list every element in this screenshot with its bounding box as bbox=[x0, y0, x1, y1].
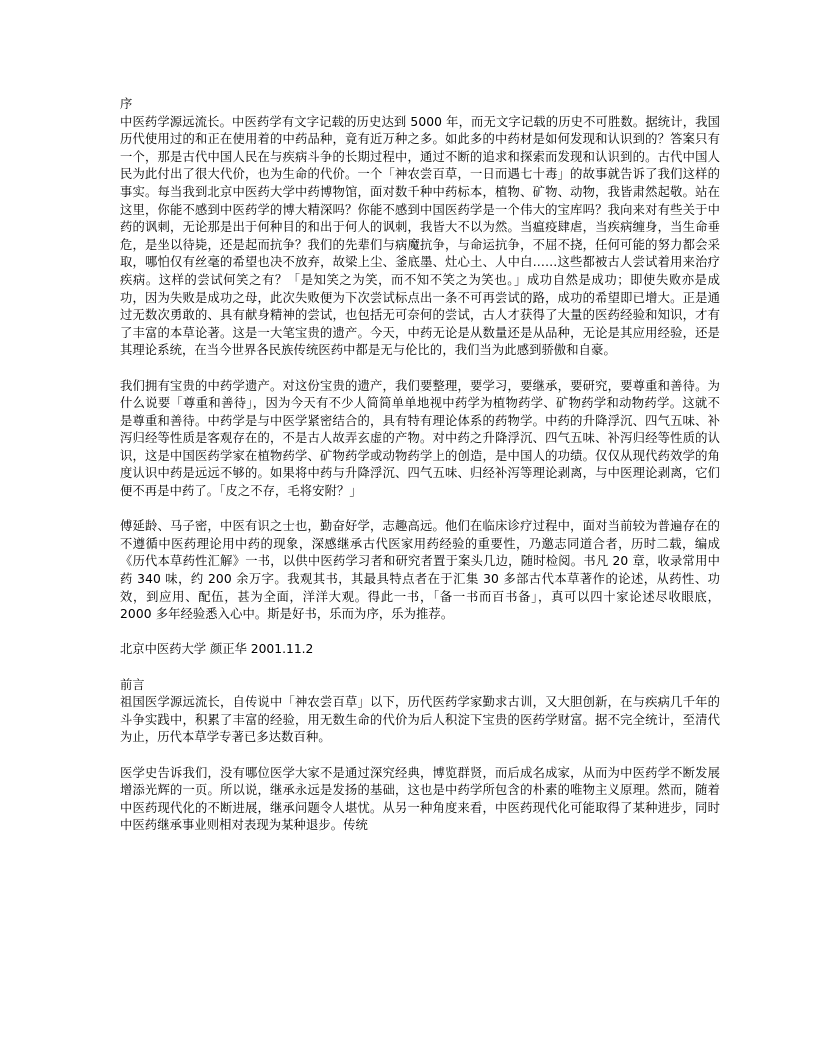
section-heading-qianyan: 前言 bbox=[120, 677, 145, 692]
paragraph-spacer bbox=[120, 624, 720, 642]
byline-xu: 北京中医药大学 颜正华 2001.11.2 bbox=[120, 642, 314, 657]
paragraph-xu-1: 中医药学源远流长。中医药学有文字记载的历史达到 5000 年，而无文字记载的历史不可胜数。据统计，我国历代使用过的和正在使用着的中药品种，竟有近万种之多。如此多的中药材是如何发现和认识到的？答案只有一个，那是古代中国人民在与疾病斗争的长期过程中，通过不断的追求和探索而发现和认识到的。古代中国人民为此付出了很大代价，也为生命的代价。一个「神农尝百草，一日而遇七十毒」的故事就告诉了我们这样的事实。每当我到北京中医药大学中药博物馆，面对数千种中药标本，植物、矿物、动物，我皆肃然起敬。站在这里，你能不感到中医药学的博大精深吗？你能不感到中国医药学是一个伟大的宝库吗？我向来对有些关于中药的讽刺，无论那是出于何种目的和出于何人的讽刺，我皆大不以为然。当瘟疫肆虐，当疾病缠身，当生命垂危，是坐以待毙，还是起而抗争？我们的先辈们与病魔抗争，与命运抗争，不屈不挠，任何可能的努力都会采取，哪怕仅有丝毫的希望也决不放弃，故梁上尘、釜底墨、灶心土、人中白……这些都被古人尝试着用来治疗疾病。这样的尝试何笑之有？「是知笑之为笑，而不知不笑之为笑也。」成功自然是成功；即使失败亦是成功，因为失败是成功之母，此次失败便为下次尝试标点出一条不可再尝试的路，成功的希望即已增大。正是通过无数次勇敢的、具有献身精神的尝试，也包括无可奈何的尝试，古人才获得了大量的医药经验和知识，才有了丰富的本草论著。这是一大笔宝贵的遗产。今天，中药无论是从数量还是从品种，无论是其应用经验，还是其理论系统，在当今世界各民族传统医药中都是无与伦比的，我们当为此感到骄傲和自豪。 bbox=[120, 114, 720, 358]
section-heading-xu: 序 bbox=[120, 97, 133, 111]
paragraph-spacer bbox=[120, 360, 720, 378]
paragraph-xu-3: 傅延龄、马子密，中医有识之士也，勤奋好学，志趣高远。他们在临床诊疗过程中，面对当前较为普遍存在的不遵循中医药理论用中药的现象，深感继承古代医家用药经验的重要性，乃邀志同道合者，历时二载，编成《历代本草药性汇解》一书，以供中医药学习者和研究者置于案头几边，随时检阅。书凡 20 章，收录常用中药 340 味，约 200 余万字。我观其书，其最具特点者在于汇集 30 多部古代本草著作的论述，从药性、功效，到应用、配伍，甚为全面，洋洋大观。得此一书，「备一书而百书备」，真可以四十家论述尽收眼底，2000 多年经验悉入心中。斯是好书，乐而为序，乐为推荐。 bbox=[120, 519, 720, 622]
paragraph-xu-2: 我们拥有宝贵的中药学遗产。对这份宝贵的遗产，我们要整理，要学习，要继承，要研究，要尊重和善待。为什么说要「尊重和善待」，因为今天有不少人简简单单地视中药学为植物药学、矿物药学和动物药学。这就不是尊重和善待。中药学是与中医学紧密结合的，具有特有理论体系的药物学。中药的升降浮沉、四气五味、补泻归经等性质是客观存在的，不是古人故弄玄虚的产物。对中药之升降浮沉、四气五味、补泻归经等性质的认识，这是中国医药学家在植物药学、矿物药学或动物药学上的创造，是中国人的功绩。仅仅从现代药效学的角度认识中药是远远不够的。如果将中药与升降浮沉、四气五味、归经补泻等理论剥离，与中医理论剥离，它们便不再是中药了。「皮之不存，毛将安附？」 bbox=[120, 378, 720, 499]
paragraph-spacer bbox=[120, 501, 720, 519]
paragraph-qianyan-1: 祖国医学源远流长，自传说中「神农尝百草」以下，历代医药学家勤求古训，又大胆创新，在与疾病几千年的斗争实践中，积累了丰富的经验，用无数生命的代价为后人积淀下宝贵的医药学财富。据不完全统计，至清代为止，历代本草学专著已多达数百种。 bbox=[120, 695, 720, 745]
paragraph-spacer bbox=[120, 747, 720, 765]
document-body bbox=[120, 96, 720, 835]
paragraph-qianyan-2: 医学史告诉我们，没有哪位医学大家不是通过深究经典，博览群贤，而后成名成家，从而为中医药学不断发展增添光辉的一页。所以说，继承永远是发扬的基础，这也是中药学所包含的朴素的唯物主义原理。然而，随着中医药现代化的不断进展，继承问题令人堪忧。从另一种角度来看，中医药现代化可能取得了某种进步，同时中医药继承事业则相对表现为某种退步。传统 bbox=[120, 765, 720, 833]
paragraph-spacer bbox=[120, 659, 720, 677]
